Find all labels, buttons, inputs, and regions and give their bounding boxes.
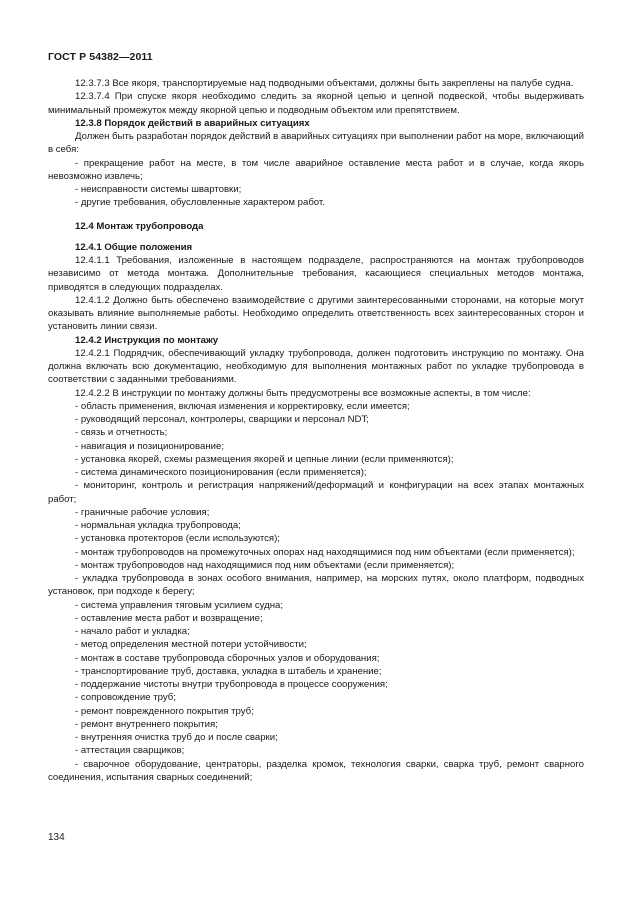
list-item: - сварочное оборудование, центраторы, разделка кромок, технология сварки, сварка труб, ремонт сварного соединения, испытания сварных соединений; (48, 758, 584, 783)
list-item: - установка якорей, схемы размещения якорей и цепные линии (если применяются); (75, 453, 454, 465)
list-item: - руководящий персонал, контролеры, сварщики и персонал NDT; (75, 414, 369, 425)
list-item: - транспортирование труб, доставка, укладка в штабель и хранение; (75, 665, 382, 677)
list-item: - ремонт поврежденного покрытия труб; (75, 705, 254, 717)
section-heading: 12.4 Монтаж трубопровода (75, 220, 204, 232)
document-body (48, 77, 584, 784)
section-heading: 12.4.1 Общие положения (75, 241, 193, 253)
paragraph: 12.4.1.1 Требования, изложенные в настоящем подразделе, распространяются на монтаж трубопроводов независимо от метода монтажа. Дополнительные требования, касающиеся специальных методов монтажа, приводятся в следующих подразделах. (48, 255, 584, 293)
section-heading: 12.4.2 Инструкция по монтажу (75, 334, 219, 346)
list-item: - связь и отчетность; (75, 427, 168, 439)
list-item: - прекращение работ на месте, в том числе аварийное оставление места работ и в случае, когда якорь невозможно извлечь; (48, 157, 584, 182)
list-item: - навигация и позиционирование; (75, 440, 224, 452)
list-item: - мониторинг, контроль и регистрация напряжений/деформаций и конфигурации на всех этапах монтажных работ; (48, 480, 584, 505)
list-item: - укладка трубопровода в зонах особого внимания, например, на морских путях, около платформ, подводных установок, при подходе к берегу; (48, 573, 584, 598)
list-item: - начало работ и укладка; (75, 626, 190, 637)
document-header: ГОСТ Р 54382—2011 (48, 51, 153, 63)
paragraph: 12.4.2.2 В инструкции по монтажу должны быть предусмотрены все возможные аспекты, в том числе: (75, 387, 531, 399)
paragraph: 12.3.7.3 Все якоря, транспортируемые над подводными объектами, должны быть закреплены на палубе судна. (75, 78, 574, 89)
list-item: - область применения, включая изменения и корректировку, если имеется; (75, 400, 410, 412)
paragraph: 12.3.7.4 При спуске якоря необходимо следить за якорной цепью и цепной подвеской, чтобы выдерживать минимальный промежуток между якорной цепью и подводным объектом или препятствием. (48, 91, 584, 116)
list-item: - внутренняя очистка труб до и после сварки; (75, 732, 278, 743)
list-item: - установка протекторов (если используются); (75, 533, 280, 545)
list-item: - граничные рабочие условия; (75, 506, 210, 518)
list-item: - метод определения местной потери устойчивости; (75, 639, 307, 651)
paragraph: 12.4.1.2 Должно быть обеспечено взаимодействие с другими заинтересованными сторонами, на которые могут оказывать влияние выполняемые работы. Необходимо определить ответственность всех заинтересованных сторон и установить линии связи. (48, 294, 584, 333)
list-item: - монтаж в составе трубопровода сборочных узлов и оборудования; (75, 652, 380, 664)
list-item: - монтаж трубопроводов на промежуточных опорах над находящимися под ним объектами (если применяется); (75, 546, 575, 558)
paragraph: 12.4.2.1 Подрядчик, обеспечивающий укладку трубопровода, должен подготовить инструкцию по монтажу. Она должна включать всю документацию, необходимую для выполнения монтажных работ по укладке трубопровода в соответствии с заданными требованиями. (48, 347, 584, 386)
list-item: - ремонт внутреннего покрытия; (75, 718, 218, 730)
list-item: - другие требования, обусловленные характером работ. (75, 197, 325, 209)
list-item: - неисправности системы швартовки; (75, 184, 242, 195)
list-item: - поддержание чистоты внутри трубопровода в процессе сооружения; (75, 679, 388, 690)
list-item: - система динамического позиционирования (если применяется); (75, 467, 367, 478)
list-item: - сопровождение труб; (75, 692, 176, 704)
paragraph: Должен быть разработан порядок действий в аварийных ситуациях при выполнении работ на море, включающий в себя: (48, 131, 584, 156)
list-item: - система управления тяговым усилием судна; (75, 599, 284, 611)
list-item: - нормальная укладка трубопровода; (75, 520, 241, 531)
page-number: 134 (48, 832, 65, 843)
list-item: - аттестация сварщиков; (75, 745, 185, 757)
section-heading: 12.3.8 Порядок действий в аварийных ситуациях (75, 117, 310, 129)
list-item: - оставление места работ и возвращение; (75, 612, 263, 624)
list-item: - монтаж трубопроводов над находящимися под ним объектами (если применяется); (75, 559, 455, 571)
